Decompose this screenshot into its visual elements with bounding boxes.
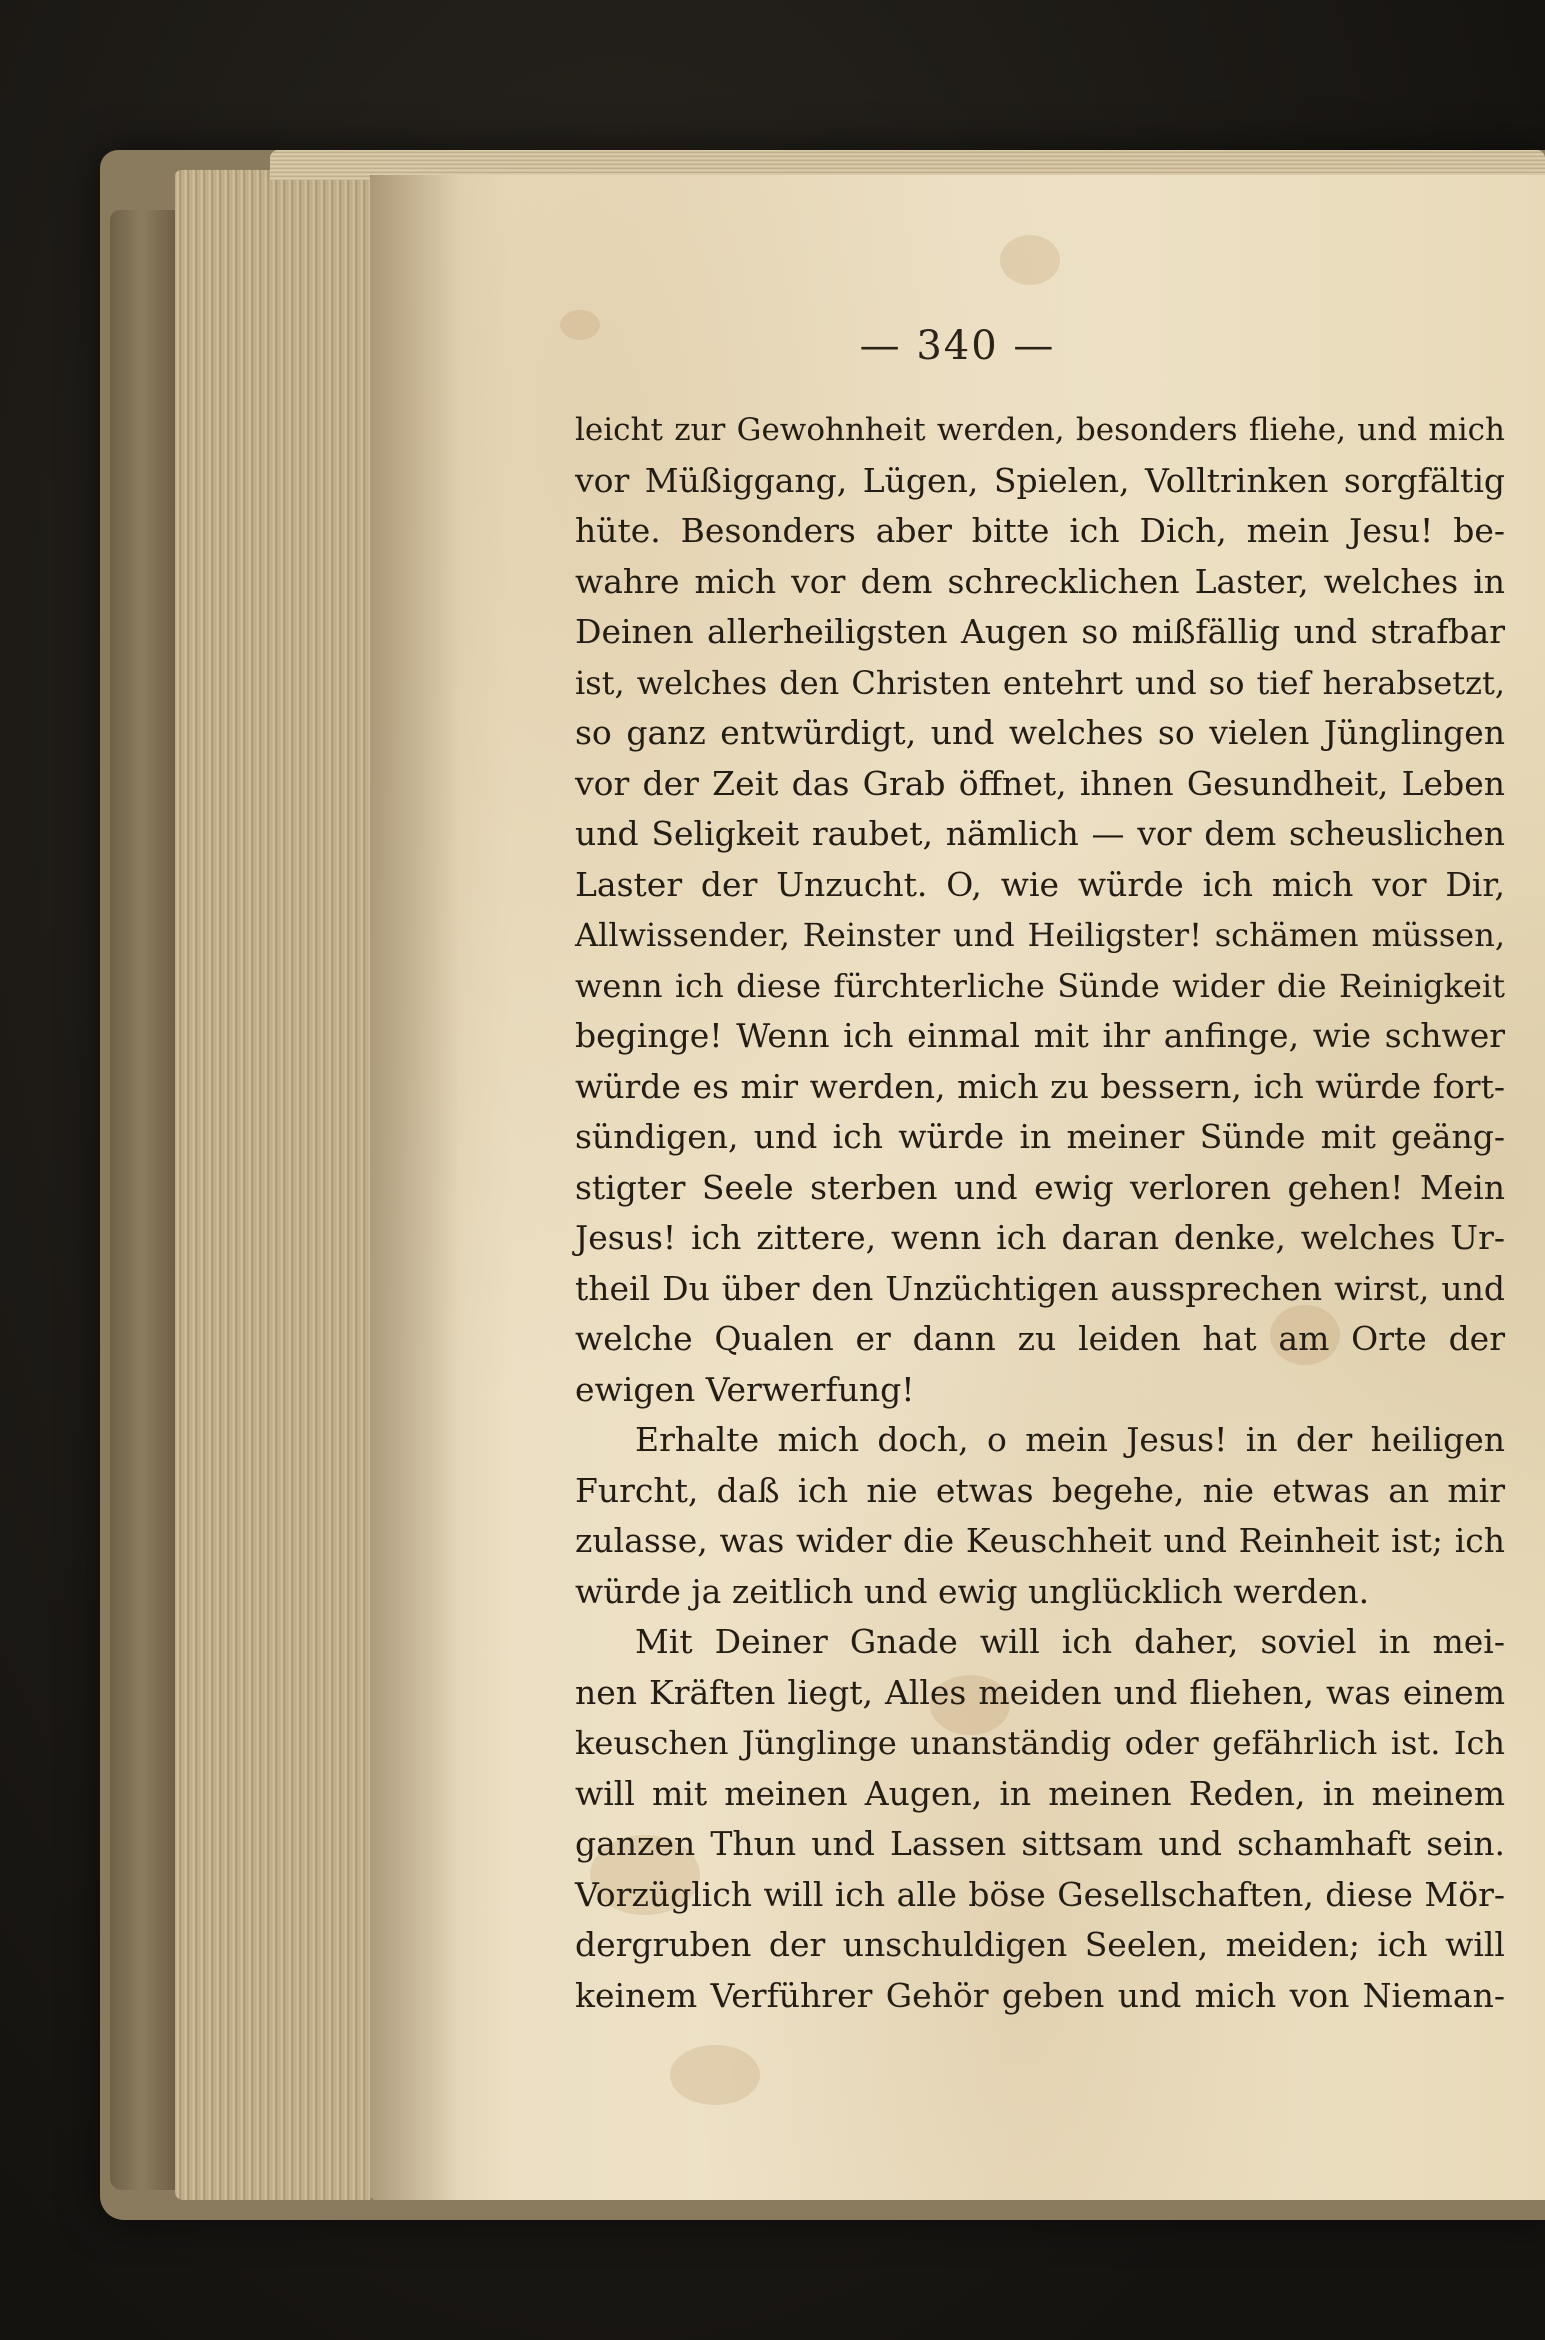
body-text xyxy=(575,405,1505,2021)
foxing-spot xyxy=(1000,235,1060,285)
text-line: Jesus! ich zittere, wenn ich daran denke, welches Ur- xyxy=(575,1218,1505,1257)
text-line: dergruben der unschuldigen Seelen, meiden; ich will xyxy=(575,1925,1505,1964)
text-line: würde ja zeitlich und ewig unglücklich werden. xyxy=(575,1571,1370,1611)
text-line: Laster der Unzucht. O, wie würde ich mich vor Dir, xyxy=(575,864,1505,904)
text-line: wahre mich vor dem schrecklichen Laster, welches in xyxy=(575,561,1505,601)
text-line: Mit Deiner Gnade will ich daher, soviel in mei- xyxy=(635,1622,1505,1661)
text-line: und Seligkeit raubet, nämlich — vor dem scheuslichen xyxy=(575,814,1505,853)
text-line: keinem Verführer Gehör geben und mich von Nieman- xyxy=(575,1975,1505,2015)
text-line: würde es mir werden, mich zu bessern, ich würde fort- xyxy=(575,1066,1505,1106)
text-line: leicht zur Gewohnheit werden, besonders fliehe, und mich xyxy=(575,412,1505,448)
text-line: ganzen Thun und Lassen sittsam und schamhaft sein. xyxy=(575,1824,1505,1863)
text-line: stigter Seele sterben und ewig verloren gehen! Mein xyxy=(575,1167,1505,1207)
text-line: vor Müßiggang, Lügen, Spielen, Volltrinken sorgfältig xyxy=(575,460,1505,500)
page-number: — 340 — xyxy=(859,323,1056,369)
text-line: zulasse, was wider die Keuschheit und Reinheit ist; ich xyxy=(575,1521,1505,1560)
text-line: hüte. Besonders aber bitte ich Dich, mein Jesu! be- xyxy=(575,511,1505,550)
text-line: welche Qualen er dann zu leiden hat am Orte der xyxy=(575,1319,1505,1358)
foxing-spot xyxy=(670,2045,760,2105)
book-page xyxy=(370,175,1545,2200)
text-line: Vorzüglich will ich alle böse Gesellschaften, diese Mör- xyxy=(575,1874,1505,1914)
text-line: nen Kräften liegt, Alles meiden und fliehen, was einem xyxy=(575,1672,1505,1712)
text-line: ewigen Verwerfung! xyxy=(575,1369,915,1409)
text-line: sündigen, und ich würde in meiner Sünde mit geäng- xyxy=(575,1117,1505,1156)
text-line: keuschen Jünglinge unanständig oder gefährlich ist. Ich xyxy=(575,1724,1505,1762)
text-line: theil Du über den Unzüchtigen aussprechen wirst, und xyxy=(575,1268,1505,1308)
text-line: ist, welches den Christen entehrt und so tief herabsetzt, xyxy=(575,663,1505,702)
text-line: so ganz entwürdigt, und welches so vielen Jünglingen xyxy=(575,713,1505,752)
text-line: will mit meinen Augen, in meinen Reden, in meinem xyxy=(575,1773,1505,1813)
gutter-shadow xyxy=(370,175,460,2200)
text-line: wenn ich diese fürchterliche Sünde wider die Reinigkeit xyxy=(575,966,1505,1005)
book-spine xyxy=(110,210,180,2190)
text-line: Deinen allerheiligsten Augen so mißfällig und strafbar xyxy=(575,612,1505,651)
text-line: beginge! Wenn ich einmal mit ihr anfinge, wie schwer xyxy=(575,1016,1505,1055)
text-line: Allwissender, Reinster und Heiligster! schämen müssen, xyxy=(575,916,1505,954)
text-line: vor der Zeit das Grab öffnet, ihnen Gesundheit, Leben xyxy=(575,763,1505,803)
text-line: Furcht, daß ich nie etwas begehe, nie etwas an mir xyxy=(575,1470,1505,1510)
text-line: Erhalte mich doch, o mein Jesus! in der heiligen xyxy=(635,1420,1505,1459)
